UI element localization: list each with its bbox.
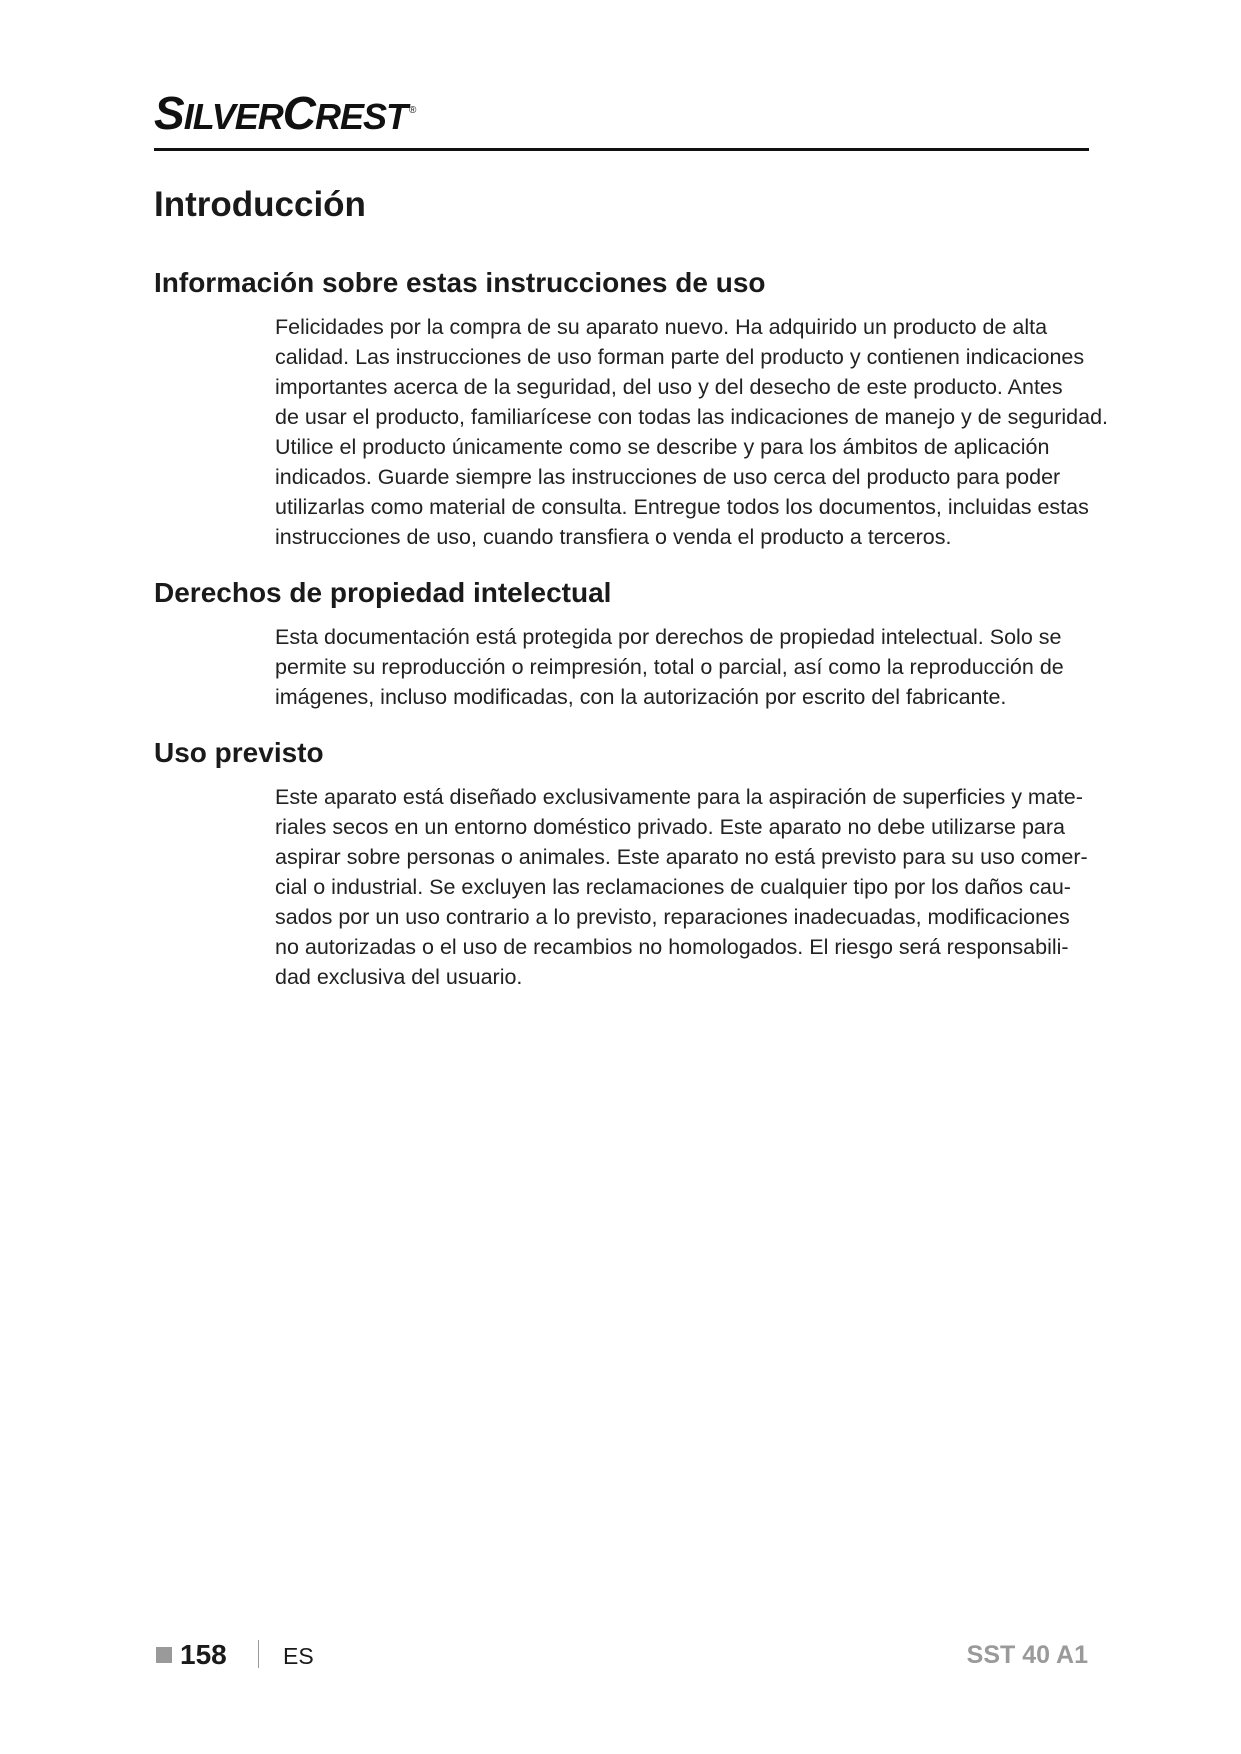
section-heading-instructions: Información sobre estas instrucciones de uso xyxy=(154,267,766,298)
body-line: cial o industrial. Se excluyen las reclamaciones de cualquier tipo por los daños cau- xyxy=(275,875,1071,899)
page-number: 158 xyxy=(180,1639,227,1670)
body-line: Utilice el producto únicamente como se describe y para los ámbitos de aplicación xyxy=(275,435,1050,459)
footer-separator xyxy=(258,1640,259,1668)
body-line: permite su reproducción o reimpresión, total o parcial, así como la reproducción de xyxy=(275,655,1064,679)
body-line: importantes acerca de la seguridad, del uso y del desecho de este producto. Antes xyxy=(275,375,1063,399)
body-line: instrucciones de uso, cuando transfiera o venda el producto a terceros. xyxy=(275,525,952,549)
section-body-intended-use xyxy=(275,782,1095,992)
header-rule xyxy=(154,148,1089,151)
body-line: calidad. Las instrucciones de uso forman parte del producto y contienen indicaciones xyxy=(275,345,1085,369)
body-line: sados por un uso contrario a lo previsto, reparaciones inadecuadas, modificaciones xyxy=(275,905,1070,929)
section-heading-copyright: Derechos de propiedad intelectual xyxy=(154,577,612,608)
section-body-copyright xyxy=(275,622,1095,712)
body-line: riales secos en un entorno doméstico privado. Este aparato no debe utilizarse para xyxy=(275,815,1065,839)
body-line: Esta documentación está protegida por derechos de propiedad intelectual. Solo se xyxy=(275,625,1062,649)
model-number: SST 40 A1 xyxy=(966,1641,1088,1669)
body-line: dad exclusiva del usuario. xyxy=(275,965,523,989)
registered-mark: ® xyxy=(408,104,416,116)
page-title: Introducción xyxy=(154,185,366,224)
silvercrest-logo: SILVERCREST ® xyxy=(154,87,416,139)
body-line: Felicidades por la compra de su aparato nuevo. Ha adquirido un producto de alta xyxy=(275,315,1048,339)
body-line: no autorizadas o el uso de recambios no homologados. El riesgo será responsabili- xyxy=(275,935,1069,959)
body-line: imágenes, incluso modificadas, con la autorización por escrito del fabricante. xyxy=(275,685,1007,709)
body-line: Este aparato está diseñado exclusivamente para la aspiración de superficies y mate- xyxy=(275,785,1083,809)
body-line: aspirar sobre personas o animales. Este aparato no está previsto para su uso comer- xyxy=(275,845,1088,869)
language-code: ES xyxy=(283,1643,314,1669)
section-heading-intended-use: Uso previsto xyxy=(154,737,324,768)
body-line: de usar el producto, familiarícese con todas las indicaciones de manejo y de seguridad. xyxy=(275,405,1109,429)
body-line: indicados. Guarde siempre las instrucciones de uso cerca del producto para poder xyxy=(275,465,1061,489)
page-marker-square-icon xyxy=(156,1647,172,1663)
section-body-instructions xyxy=(275,312,1109,552)
body-line: utilizarlas como material de consulta. Entregue todos los documentos, incluidas estas xyxy=(275,495,1089,519)
